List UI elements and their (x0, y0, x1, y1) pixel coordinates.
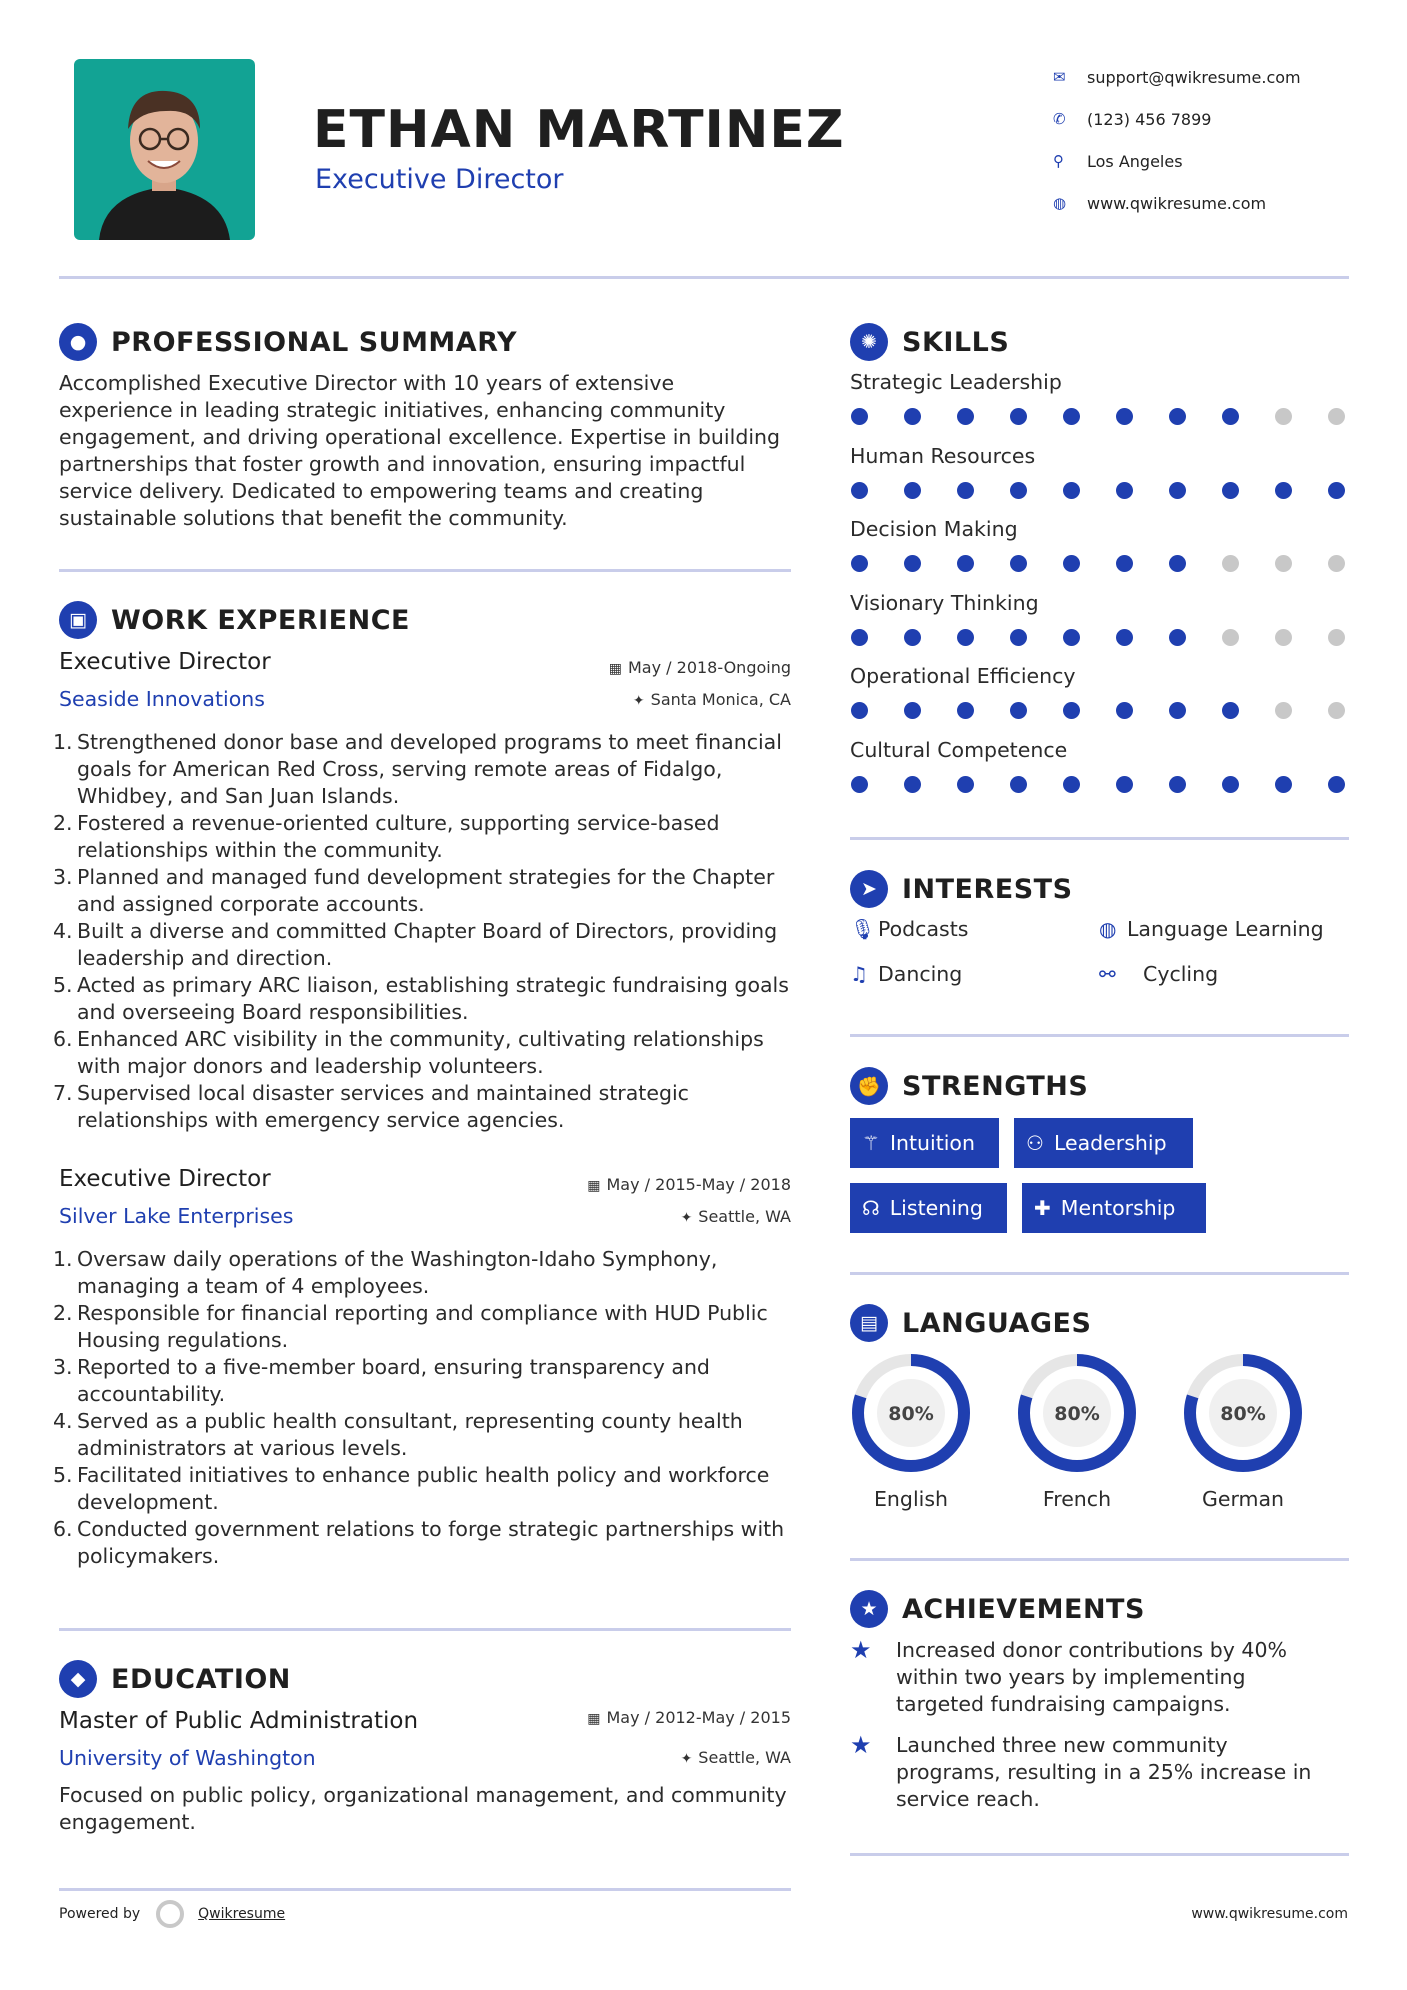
rating-dot-filled (851, 555, 868, 572)
rating-dot-empty (1275, 555, 1292, 572)
rating-dot-filled (1010, 555, 1027, 572)
magic-wand-icon: ⚚ (862, 1131, 880, 1155)
education-dates-text: May / 2012-May / 2015 (606, 1708, 791, 1727)
interest-label: Dancing (878, 962, 963, 986)
list-item: 4. Built a diverse and committed Chapter Board of Directors, providing leadership and direction. (53, 919, 778, 970)
rating-dot-filled (957, 408, 974, 425)
education-dates (587, 1708, 791, 1727)
education-divider (59, 1888, 791, 1891)
rating-dot-filled (1063, 629, 1080, 646)
contact-phone[interactable] (1047, 98, 1377, 140)
list-item: 2. Responsible for financial reporting and compliance with HUD Public Housing regulations. (53, 1301, 768, 1352)
strength-intuition (850, 1118, 999, 1168)
job-1-location-text: Santa Monica, CA (650, 690, 791, 709)
skills-heading (850, 323, 1009, 361)
rating-dot-filled (851, 629, 868, 646)
interest-podcasts (850, 917, 968, 941)
rating-dot-filled (1063, 482, 1080, 499)
job-1-company: Seaside Innovations (59, 687, 265, 711)
education-heading-text: EDUCATION (111, 1663, 291, 1695)
rating-dot-empty (1275, 702, 1292, 719)
rating-dot-empty (1328, 629, 1345, 646)
qwikresume-logo-icon (156, 1900, 184, 1928)
skill-rating (851, 702, 1345, 719)
id-card-icon: ▤ (850, 1304, 888, 1342)
strength-mentorship (1022, 1183, 1206, 1233)
calendar-icon: ▦ (587, 1178, 601, 1194)
interest-dancing (850, 962, 962, 986)
pushpin-icon: ✦ (680, 1210, 693, 1226)
user-icon: ● (59, 323, 97, 361)
language-percent: 80% (1220, 1403, 1266, 1425)
powered-by-text: Powered by (59, 1906, 141, 1922)
interests-divider (850, 1034, 1349, 1037)
map-pin-icon: ⚲ (1053, 152, 1064, 170)
contact-phone-text: (123) 456 7899 (1087, 109, 1212, 129)
rating-dot-filled (904, 555, 921, 572)
languages-divider (850, 1558, 1349, 1561)
contact-location-text: Los Angeles (1087, 151, 1183, 171)
skills-heading-text: SKILLS (902, 326, 1010, 358)
achievement-text: Launched three new community programs, resulting in a 25% increase in service reach. (896, 1733, 1312, 1811)
skill-rating (851, 408, 1345, 425)
job-1-bullets (53, 729, 799, 1134)
candidate-title: Executive Director (315, 164, 564, 195)
contact-list (1047, 56, 1377, 224)
education-heading (59, 1660, 291, 1698)
phone-icon: ✆ (1053, 110, 1066, 128)
job-2-company: Silver Lake Enterprises (59, 1204, 294, 1228)
interest-language-learning (1099, 917, 1324, 941)
rating-dot-filled (1116, 555, 1133, 572)
skill-name: Operational Efficiency (850, 664, 1076, 688)
work-divider (59, 1628, 791, 1631)
education-degree: Master of Public Administration (59, 1708, 419, 1734)
rating-dot-filled (851, 776, 868, 793)
rating-dot-filled (957, 482, 974, 499)
contact-website[interactable] (1047, 182, 1377, 224)
user-plus-icon: ✚ (1034, 1196, 1051, 1220)
music-note-icon: ♫ (850, 962, 868, 986)
summary-text: Accomplished Executive Director with 10 years of extensive experience in leading strategic initiatives, enhancing community engagement, and driving operational excellence. Expertise in building partnerships that foster growth and innovation, ensuring impactful service delivery. Dedicated to empowering teams and creating sustainable solutions that benefit the community. (59, 371, 781, 530)
contact-email[interactable] (1047, 56, 1377, 98)
rating-dot-filled (904, 629, 921, 646)
list-item: 3. Planned and managed fund development strategies for the Chapter and assigned corporate accounts. (53, 865, 775, 916)
candidate-name: ETHAN MARTINEZ (313, 100, 845, 160)
rating-dot-filled (957, 555, 974, 572)
fist-icon: ✊ (850, 1067, 888, 1105)
rating-dot-filled (1063, 776, 1080, 793)
rating-dot-filled (1169, 702, 1186, 719)
rating-dot-filled (1222, 776, 1239, 793)
rating-dot-filled (1116, 482, 1133, 499)
rating-dot-filled (1275, 482, 1292, 499)
achievements-heading (850, 1590, 1145, 1628)
skill-rating (851, 555, 1345, 572)
rating-dot-filled (1169, 776, 1186, 793)
rating-dot-empty (1328, 702, 1345, 719)
strengths-heading (850, 1067, 1088, 1105)
job-1-location (633, 690, 791, 709)
rating-dot-filled (1169, 482, 1186, 499)
list-item: 5. Acted as primary ARC liaison, establishing strategic fundraising goals and overseeing Board responsibilities. (53, 973, 789, 1024)
rating-dot-filled (957, 776, 974, 793)
rating-dot-empty (1328, 555, 1345, 572)
skill-name: Decision Making (850, 517, 1018, 541)
language-ring (850, 1352, 972, 1474)
rating-dot-filled (1010, 702, 1027, 719)
rating-dot-filled (1010, 629, 1027, 646)
rating-dot-filled (904, 702, 921, 719)
strength-label: Listening (889, 1196, 983, 1220)
list-item: 2. Fostered a revenue-oriented culture, supporting service-based relationships within the community. (53, 811, 720, 862)
calendar-icon: ▦ (587, 1711, 601, 1727)
strength-listening (850, 1183, 1007, 1233)
job-2-dates-text: May / 2015-May / 2018 (606, 1175, 791, 1194)
language-percent: 80% (888, 1403, 934, 1425)
languages-heading-text: LANGUAGES (902, 1307, 1092, 1339)
rating-dot-filled (1222, 702, 1239, 719)
rating-dot-filled (851, 702, 868, 719)
star-icon: ★ (850, 1731, 872, 1759)
rating-dot-empty (1328, 408, 1345, 425)
rating-dot-filled (904, 482, 921, 499)
work-heading (59, 601, 410, 639)
headphones-icon: ☊ (862, 1196, 880, 1220)
microphone-icon: 🎙 (850, 917, 876, 941)
summary-divider (59, 569, 791, 572)
achievement-text: Increased donor contributions by 40% within two years by implementing targeted fundraising campaigns. (896, 1638, 1287, 1716)
summary-heading-text: PROFESSIONAL SUMMARY (111, 326, 518, 358)
skill-rating (851, 482, 1345, 499)
paper-plane-icon: ➤ (850, 870, 888, 908)
interest-label: Language Learning (1127, 917, 1324, 941)
job-2-dates (587, 1175, 791, 1194)
rating-dot-filled (1116, 408, 1133, 425)
rating-dot-filled (851, 482, 868, 499)
job-1-dates-text: May / 2018-Ongoing (628, 658, 791, 677)
rating-dot-filled (1169, 629, 1186, 646)
users-icon: ⚇ (1026, 1131, 1044, 1155)
contact-email-text: support@qwikresume.com (1087, 67, 1301, 87)
skill-name: Cultural Competence (850, 737, 1068, 762)
star-badge-icon: ★ (850, 1590, 888, 1628)
rating-dot-filled (957, 629, 974, 646)
education-description: Focused on public policy, organizational management, and community engagement. (59, 1783, 787, 1834)
globe-icon: ◍ (1099, 917, 1117, 941)
skill-name: Strategic Leadership (850, 370, 1062, 394)
rating-dot-filled (1169, 408, 1186, 425)
education-school: University of Washington (59, 1746, 316, 1770)
bicycle-icon: ⚯ (1099, 962, 1116, 986)
lightbulb-icon: ✺ (850, 323, 888, 361)
strength-label: Leadership (1053, 1131, 1167, 1155)
strength-label: Mentorship (1060, 1196, 1176, 1220)
strengths-heading-text: STRENGTHS (902, 1070, 1089, 1102)
rating-dot-filled (1010, 482, 1027, 499)
job-1-title: Executive Director (59, 649, 271, 675)
rating-dot-filled (904, 776, 921, 793)
skill-name: Human Resources (850, 443, 1036, 468)
education-location-text: Seattle, WA (698, 1748, 791, 1767)
rating-dot-filled (1063, 702, 1080, 719)
list-item: 7. Supervised local disaster services and maintained strategic relationships with emergency service agencies. (53, 1081, 689, 1132)
rating-dot-filled (957, 702, 974, 719)
rating-dot-filled (1116, 702, 1133, 719)
brand-link[interactable]: Qwikresume (198, 1906, 286, 1922)
achievements-heading-text: ACHIEVEMENTS (902, 1593, 1145, 1625)
job-2-location (681, 1207, 791, 1226)
rating-dot-filled (1328, 482, 1345, 499)
rating-dot-empty (1275, 408, 1292, 425)
interest-label: Cycling (1143, 962, 1219, 986)
star-icon: ★ (850, 1636, 872, 1664)
language-ring (1016, 1352, 1138, 1474)
language-ring (1182, 1352, 1304, 1474)
contact-website-text: www.qwikresume.com (1087, 193, 1267, 213)
job-2-bullets (53, 1246, 799, 1570)
list-item: 4. Served as a public health consultant, representing county health administrators at various levels. (53, 1409, 743, 1460)
graduation-icon: ◆ (59, 1660, 97, 1698)
rating-dot-filled (1328, 776, 1345, 793)
rating-dot-filled (904, 408, 921, 425)
rating-dot-filled (1010, 776, 1027, 793)
rating-dot-filled (1116, 776, 1133, 793)
interest-label: Podcasts (878, 917, 969, 941)
language-percent: 80% (1054, 1403, 1100, 1425)
summary-heading (59, 323, 517, 361)
rating-dot-empty (1275, 629, 1292, 646)
briefcase-icon: ▣ (59, 601, 97, 639)
language-name: English (873, 1487, 949, 1511)
calendar-icon: ▦ (608, 661, 622, 677)
language-name: German (1201, 1487, 1285, 1511)
rating-dot-filled (1010, 408, 1027, 425)
contact-location (1047, 140, 1377, 182)
skill-name: Visionary Thinking (850, 590, 1039, 615)
rating-dot-filled (1063, 408, 1080, 425)
language-name: French (1042, 1487, 1112, 1511)
rating-dot-filled (1222, 482, 1239, 499)
rating-dot-filled (1222, 408, 1239, 425)
job-2-location-text: Seattle, WA (698, 1207, 791, 1226)
achievements-divider (850, 1853, 1349, 1856)
strength-label: Intuition (889, 1131, 975, 1155)
rating-dot-filled (1116, 629, 1133, 646)
pushpin-icon: ✦ (632, 693, 645, 709)
rating-dot-empty (1222, 555, 1239, 572)
work-heading-text: WORK EXPERIENCE (111, 604, 410, 636)
list-item: 6. Enhanced ARC visibility in the community, cultivating relationships with major donors and leadership volunteers. (53, 1027, 764, 1078)
job-1-dates (609, 658, 791, 677)
rating-dot-filled (1169, 555, 1186, 572)
rating-dot-filled (1063, 555, 1080, 572)
list-item: 3. Reported to a five-member board, ensuring transparency and accountability. (53, 1355, 710, 1406)
envelope-icon: ✉ (1053, 68, 1066, 86)
job-2-title: Executive Director (59, 1166, 271, 1192)
strengths-divider (850, 1272, 1349, 1275)
strength-leadership (1014, 1118, 1193, 1168)
rating-dot-filled (851, 408, 868, 425)
pushpin-icon: ✦ (680, 1751, 693, 1767)
skills-divider (850, 837, 1349, 840)
list-item: 1. Oversaw daily operations of the Washington-Idaho Symphony, managing a team of 4 employees. (53, 1247, 718, 1298)
interest-cycling (1099, 962, 1218, 986)
profile-photo (74, 59, 255, 240)
list-item: 5. Facilitated initiatives to enhance public health policy and workforce development. (53, 1463, 770, 1514)
header-divider (59, 276, 1349, 279)
interests-heading-text: INTERESTS (902, 873, 1073, 905)
list-item: 1. Strengthened donor base and developed programs to meet financial goals for American Red Cross, serving remote areas of Fidalgo, Whidbey, and San Juan Islands. (53, 730, 782, 808)
interests-heading (850, 870, 1073, 908)
education-location (681, 1748, 791, 1767)
achievement-item (850, 1732, 1330, 1813)
skill-rating (851, 629, 1345, 646)
rating-dot-empty (1222, 629, 1239, 646)
achievement-item (850, 1637, 1330, 1718)
list-item: 6. Conducted government relations to forge strategic partnerships with policymakers. (53, 1517, 785, 1568)
globe-icon: ◍ (1053, 194, 1067, 212)
rating-dot-filled (1275, 776, 1292, 793)
skill-rating (851, 776, 1345, 793)
languages-heading (850, 1304, 1091, 1342)
footer-powered-by (59, 1900, 285, 1928)
footer-url[interactable]: www.qwikresume.com (1191, 1906, 1348, 1922)
